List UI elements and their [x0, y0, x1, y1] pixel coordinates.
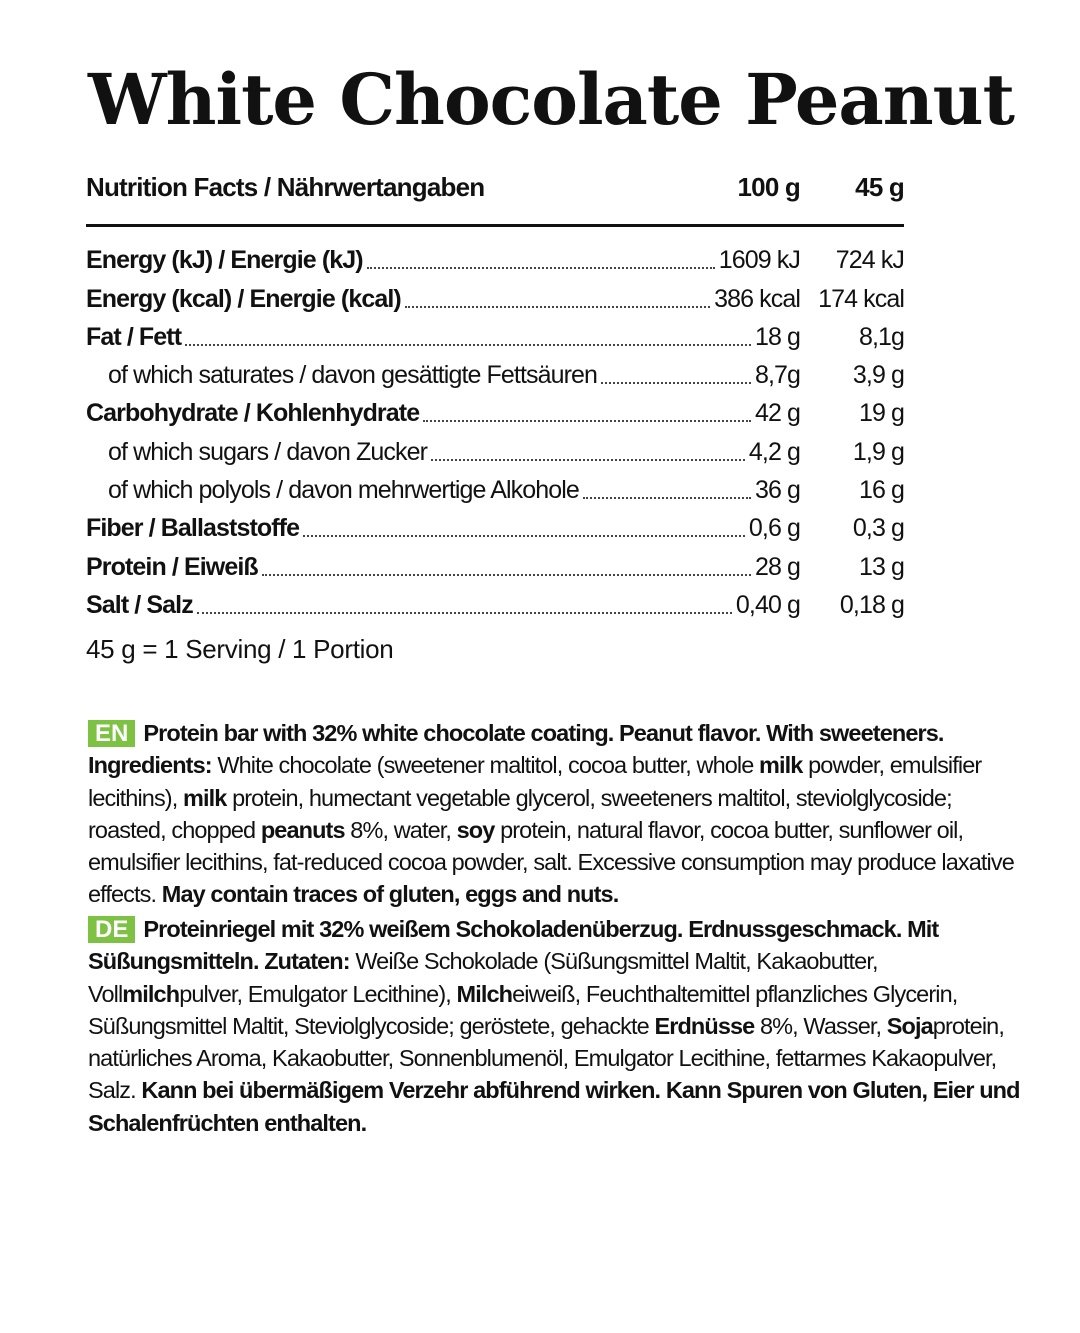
nutrition-row-fiber	[86, 505, 904, 543]
nutrition-row-saturates	[86, 352, 904, 390]
nutrition-header-label: Nutrition Facts / Nährwertangaben	[86, 172, 485, 202]
allergen-milch: milch	[122, 980, 180, 1007]
ingredients-english	[88, 717, 1033, 911]
dot-leader	[431, 459, 745, 461]
ingredients-en-text: powder, emulsifier lecithins),	[88, 752, 982, 811]
nutrition-header	[86, 172, 904, 218]
ingredients-en-intro: Protein bar with 32% white chocolate coating. Peanut flavor. With sweeteners. Ingredients:	[88, 720, 944, 779]
ingredients-en-text: protein, natural flavor, cocoa butter, sunflower oil, emulsifier lecithins, fat-reduced cocoa powder, salt. Excessive consumption may produce laxative effects.	[88, 816, 1014, 908]
value-100g: 18 g	[754, 322, 800, 351]
dot-leader	[367, 267, 715, 269]
row-label: Salt / Salz	[86, 590, 193, 619]
row-label: Carbohydrate / Kohlenhydrate	[86, 399, 420, 428]
nutrition-row-energy-kcal	[86, 275, 904, 313]
ingredients-de-text: Weiße Schokolade (Süßungsmittel Maltit, Kakaobutter, Voll	[88, 948, 878, 1007]
language-badge-en: EN	[88, 720, 135, 747]
value-100g: 386 kcal	[714, 284, 800, 313]
ingredients-en-warning: May contain traces of gluten, eggs and nuts.	[161, 881, 619, 908]
value-45g: 3,9 g	[852, 361, 904, 390]
row-label: Protein / Eiweiß	[86, 552, 258, 581]
ingredients-de-intro: Proteinriegel mit 32% weißem Schokoladenüberzug. Erdnussgeschmack. Mit Süßungsmitteln. Zutaten:	[88, 916, 939, 975]
value-100g: 8,7g	[754, 361, 800, 390]
allergen-peanuts: peanuts	[260, 816, 345, 843]
nutrition-row-energy-kj	[86, 237, 904, 275]
dot-leader	[185, 344, 751, 346]
ingredients-en-text: protein, humectant vegetable glycerol, sweeteners maltitol, steviolglycoside; roasted, chopped	[88, 784, 952, 843]
dot-leader	[583, 497, 751, 499]
dot-leader	[262, 574, 751, 576]
allergen-erdnuesse: Erdnüsse	[654, 1012, 755, 1039]
ingredients-de-text: pulver, Emulgator Lecithine),	[179, 980, 457, 1007]
dot-leader	[423, 420, 751, 422]
value-100g: 28 g	[754, 552, 800, 581]
product-title: White Chocolate Peanut	[88, 58, 1014, 141]
nutrition-row-carbohydrate	[86, 390, 904, 428]
language-badge-de: DE	[88, 916, 135, 943]
value-100g: 0,6 g	[748, 514, 800, 543]
value-45g: 13 g	[858, 552, 904, 581]
nutrition-row-fat	[86, 314, 904, 352]
allergen-soja: Soja	[886, 1012, 933, 1039]
dot-leader	[197, 612, 732, 614]
row-label: Energy (kJ) / Energie (kJ)	[86, 246, 363, 275]
serving-size-note: 45 g = 1 Serving / 1 Portion	[86, 633, 394, 664]
value-100g: 0,40 g	[735, 590, 800, 619]
value-100g: 1609 kJ	[718, 246, 800, 275]
nutrition-row-sugars	[86, 428, 904, 466]
allergen-soy: soy	[456, 816, 495, 843]
header-divider	[86, 224, 904, 227]
column-header-45g: 45 g	[855, 172, 904, 202]
value-100g: 4,2 g	[748, 437, 800, 466]
ingredients-de-warning: Kann bei übermäßigem Verzehr abführend wirken. Kann Spuren von Gluten, Eier und Schalenfrüchten enthalten.	[88, 1077, 1020, 1136]
row-label: of which saturates / davon gesättigte Fettsäuren	[108, 361, 598, 390]
ingredients-de-text: eiweiß, Feuchthaltemittel pflanzliches Glycerin, Süßungsmittel Maltit, Steviolglycoside; geröstete, gehackte	[88, 980, 958, 1039]
dot-leader	[405, 306, 710, 308]
ingredients-en-text: White chocolate (sweetener maltitol, cocoa butter, whole	[211, 752, 760, 779]
ingredients-en-text: 8%, water,	[344, 816, 457, 843]
ingredients-de-text: protein, natürliches Aroma, Kakaobutter, Sonnenblumenöl, Emulgator Lecithine, fettarmes Kakaopulver, Salz.	[88, 1012, 1004, 1104]
column-header-100g: 100 g	[737, 172, 800, 202]
nutrition-table	[86, 172, 904, 665]
allergen-milk: milk	[183, 784, 227, 811]
value-45g: 8,1g	[858, 322, 904, 351]
dot-leader	[303, 535, 745, 537]
value-100g: 36 g	[754, 476, 800, 505]
value-45g: 0,18 g	[839, 590, 904, 619]
nutrition-row-protein	[86, 543, 904, 581]
allergen-milk: milk	[759, 752, 803, 779]
row-label: of which polyols / davon mehrwertige Alkohole	[108, 476, 579, 505]
ingredients-de-text: 8%, Wasser,	[754, 1012, 887, 1039]
nutrition-row-polyols	[86, 467, 904, 505]
value-45g: 16 g	[858, 476, 904, 505]
value-45g: 724 kJ	[835, 246, 904, 275]
row-label: Fiber / Ballaststoffe	[86, 514, 300, 543]
value-45g: 1,9 g	[852, 437, 904, 466]
row-label: Energy (kcal) / Energie (kcal)	[86, 284, 401, 313]
allergen-milch: Milch	[456, 980, 513, 1007]
dot-leader	[601, 382, 751, 384]
row-label: Fat / Fett	[86, 322, 182, 351]
row-label: of which sugars / davon Zucker	[108, 437, 427, 466]
value-100g: 42 g	[754, 399, 800, 428]
value-45g: 174 kcal	[818, 284, 904, 313]
value-45g: 19 g	[858, 399, 904, 428]
value-45g: 0,3 g	[852, 514, 904, 543]
ingredients-german	[88, 913, 1033, 1139]
nutrition-row-salt	[86, 582, 904, 620]
